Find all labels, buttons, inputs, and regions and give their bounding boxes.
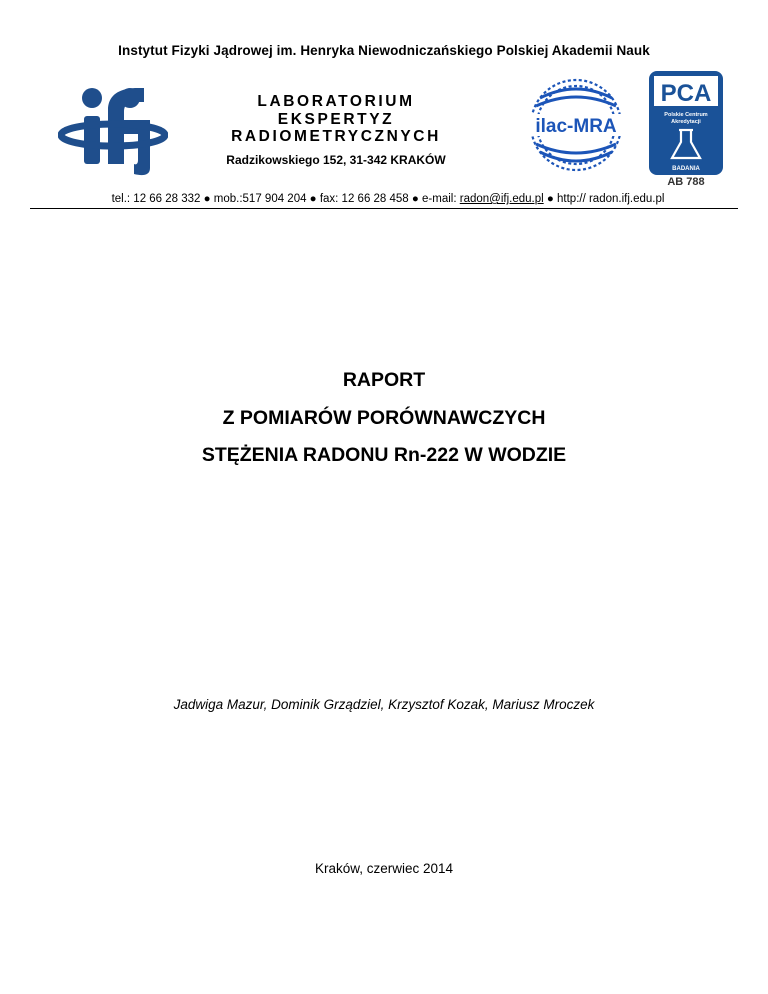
lab-address: Radzikowskiego 152, 31-342 KRAKÓW: [226, 153, 446, 167]
ilac-mra-logo-text: ilac-MRA: [535, 116, 617, 137]
contact-line: [30, 193, 746, 205]
authors: Jadwiga Mazur, Dominik Grządziel, Krzysztof Kozak, Mariusz Mroczek: [173, 697, 595, 712]
pca-logo-bottom: BADANIA: [672, 166, 700, 172]
pca-logo: [648, 70, 724, 176]
pca-logo-abbr: PCA: [660, 80, 712, 107]
lab-name-line-3: RADIOMETRYCZNYCH: [231, 128, 441, 145]
ilac-mra-logo: [522, 76, 630, 174]
email-link[interactable]: radon@ifj.edu.pl: [459, 193, 544, 205]
pca-accreditation-number: AB 788: [667, 176, 705, 188]
lab-name-line-2: EKSPERTYZ: [277, 111, 395, 128]
report-title-line-3: STĘŻENIA RADONU Rn-222 W WODZIE: [201, 444, 567, 466]
pca-logo-line-2: Akredytacji: [671, 119, 701, 125]
ifj-logo: [58, 80, 168, 176]
header-divider: [30, 208, 738, 209]
ifj-logo-text: ifj: [58, 80, 59, 81]
lab-name-line-1: LABORATORIUM: [257, 93, 415, 110]
report-title-line-2: Z POMIARÓW PORÓWNAWCZYCH: [222, 407, 546, 429]
place-date: Kraków, czerwiec 2014: [314, 861, 454, 876]
contact-phone-fax: tel.: 12 66 28 332 ● mob.:517 904 204 ● fax: 12 66 28 458 ● e-mail:: [111, 193, 460, 205]
report-title-line-1: RAPORT: [342, 369, 426, 391]
institute-name: Instytut Fizyki Jądrowej im. Henryka Niewodniczańskiego Polskiej Akademii Nauk: [118, 43, 650, 58]
contact-website: ● http:// radon.ifj.edu.pl: [543, 193, 665, 205]
pca-logo-line-1: Polskie Centrum: [664, 112, 708, 118]
